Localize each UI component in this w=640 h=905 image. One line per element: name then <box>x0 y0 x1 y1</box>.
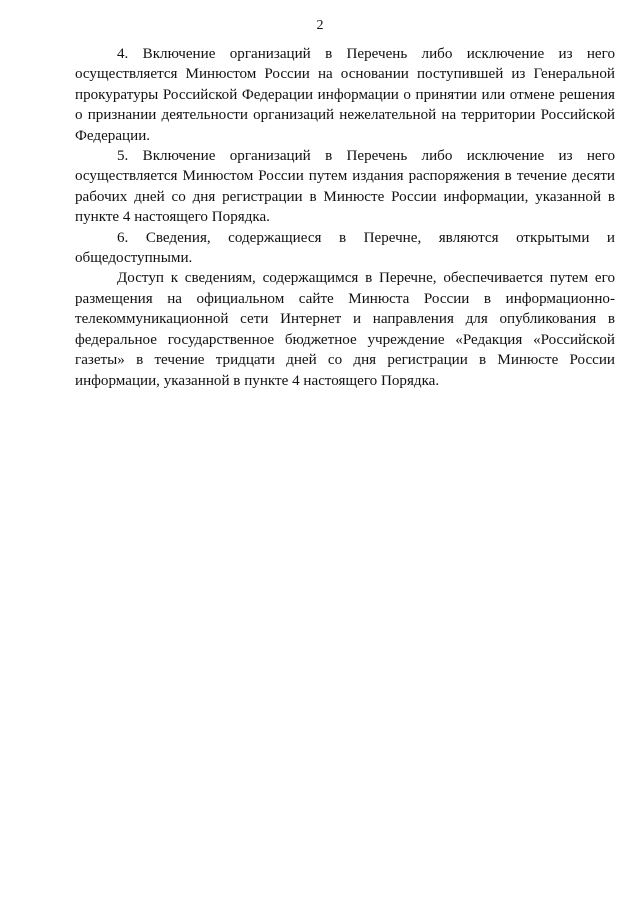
paragraph-item-4: 4. Включение организаций в Перечень либо исключение из него осуществляется Минюстом России на основании поступившей из Генеральной прокуратуры Российской Федерации информации о принятии или отмене решения о признании деятельности организаций нежелательной на территории Российской Федерации. <box>75 46 615 144</box>
paragraph-item-6: 6. Сведения, содержащиеся в Перечне, являются открытыми и общедоступными. <box>75 229 615 267</box>
paragraph-access: Доступ к сведениям, содержащимся в Перечне, обеспечивается путем его размещения на официальном сайте Минюста России в информационно-телекоммуникационной сети Интернет и направления для опубликования в федеральное государственное бюджетное учреждение «Редакция «Российской газеты» в течение тридцати дней со дня регистрации в Минюсте России информации, указанной в пункте 4 настоящего Порядка. <box>75 270 615 389</box>
page-number: 2 <box>316 18 324 33</box>
document-body <box>75 44 615 391</box>
paragraph-item-5: 5. Включение организаций в Перечень либо исключение из него осуществляется Минюстом России путем издания распоряжения в течение десяти рабочих дней со дня регистрации в Минюсте России информации, указанной в пункте 4 настоящего Порядка. <box>75 148 615 226</box>
